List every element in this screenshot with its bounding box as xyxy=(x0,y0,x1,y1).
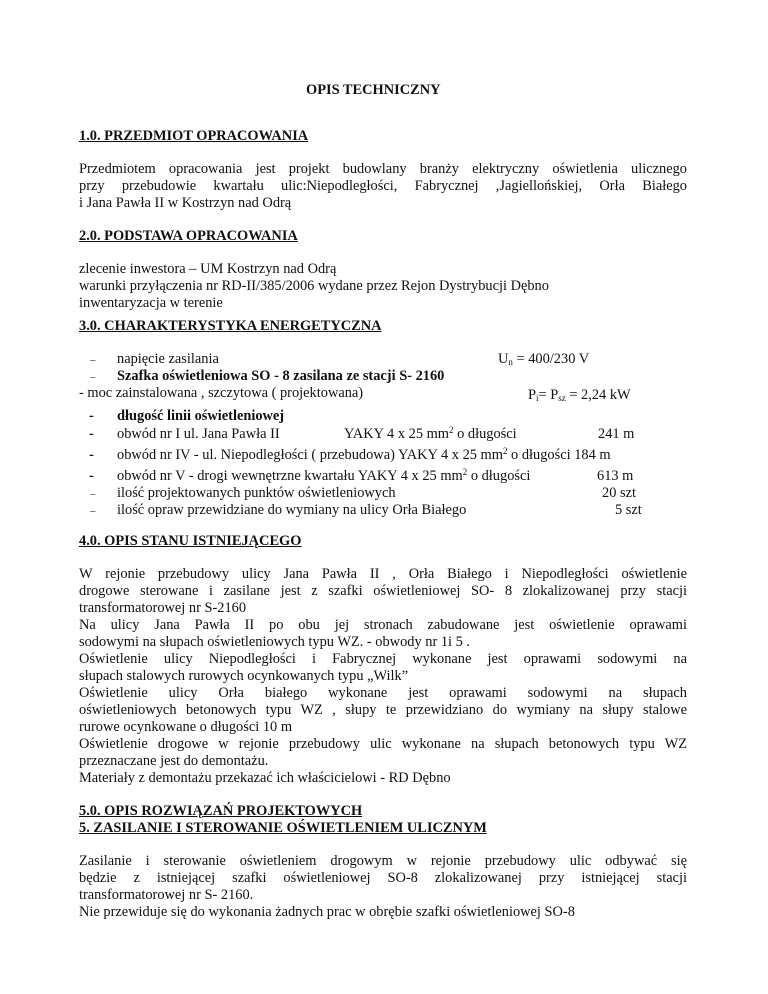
section-5-line-1: Zasilanie i sterowanie oświetleniem drogowym w rejonie przebudowy ulic odbywać się xyxy=(79,853,687,869)
bullet-hyphen: - xyxy=(89,447,94,463)
section-4-line: słupach stalowych rurowych ocynkowanych typu „Wilk” xyxy=(79,668,409,684)
bullet-hyphen: - xyxy=(89,426,94,442)
lighting-points-label: ilość projektowanych punktów oświetleniowych xyxy=(117,485,396,501)
section-4-line: oświetleniowych betonowych typu WZ , słupy te przewidziano do wymiany na słupy stalowe xyxy=(79,702,687,718)
section-1-line-1: Przedmiotem opracowania jest projekt budowlany branży elektryczny oświetlenia ulicznego xyxy=(79,161,687,177)
section-5-line-2: będzie z istniejącej szafki oświetleniowej SO-8 zlokalizowanej przy istniejącej stacji xyxy=(79,870,687,886)
line-length-heading: długość linii oświetleniowej xyxy=(117,408,285,424)
circuit-1-length: 241 m xyxy=(598,426,635,442)
section-1-line-3: i Jana Pawła II w Kostrzyn nad Odrą xyxy=(79,195,292,211)
section-2-line-2: warunki przyłączenia nr RD-II/385/2006 wydane przez Rejon Dystrybucji Dębno xyxy=(79,278,549,294)
section-4-line: Materiały z demontażu przekazać ich właścicielowi - RD Dębno xyxy=(79,770,451,786)
section-4-line: sodowymi na słupach oświetleniowych typu WZ. - obwody nr 1i 5 . xyxy=(79,634,471,650)
supply-voltage-label: napięcie zasilania xyxy=(117,351,219,367)
section-4-heading: 4.0. OPIS STANU ISTNIEJĄCEGO xyxy=(79,533,302,549)
section-2-heading: 2.0. PODSTAWA OPRACOWANIA xyxy=(79,228,298,244)
section-1-line-2: przy przebudowie kwartału ulic:Niepodległości, Fabrycznej ,Jagiellońskiej, Orła Białego xyxy=(79,178,687,194)
lighting-points-value: 20 szt xyxy=(602,485,636,501)
section-5-heading: 5.0. OPIS ROZWIĄZAŃ PROJEKTOWYCH xyxy=(79,803,363,819)
cabinet-supply-line: Szafka oświetleniowa SO - 8 zasilana ze stacji S- 2160 xyxy=(117,368,445,384)
section-4-line: Na ulicy Jana Pawła II po obu jej stronach zabudowane jest oświetlenie oprawami xyxy=(79,617,687,633)
section-5-line-4: Nie przewiduje się do wykonania żadnych prac w obrębie szafki oświetleniowej SO-8 xyxy=(79,904,575,920)
section-3-heading: 3.0. CHARAKTERYSTYKA ENERGETYCZNA xyxy=(79,318,382,334)
section-4-line: W rejonie przebudowy ulicy Jana Pawła II , Orła Białego i Niepodległości oświetlenie xyxy=(79,566,687,582)
bullet-dash: – xyxy=(90,488,96,500)
installed-power-value: $P_i= P_{sz} = 2,24$ kW xyxy=(528,387,631,403)
bullet-dash: – xyxy=(90,354,96,366)
document-title: OPIS TECHNICZNY xyxy=(306,82,441,98)
fixtures-replace-label: ilość opraw przewidziane do wymiany na ulicy Orła Białego xyxy=(117,502,467,518)
circuit-4-line: obwód nr IV - ul. Niepodległości ( przebudowa) YAKY 4 x 25 $mm^2$ o długości 184 m xyxy=(117,446,611,463)
section-4-line: rurowe ocynkowane o długości 10 m xyxy=(79,719,293,735)
section-4-line: Oświetlenie drogowe w rejonie przebudowy ulic wykonane na słupach betonowych typu WZ xyxy=(79,736,687,752)
circuit-5-line: obwód nr V - drogi wewnętrzne kwartału YAKY 4 x 25 $mm^2$ o długości xyxy=(117,467,531,484)
bullet-hyphen: - xyxy=(89,408,94,424)
section-5-subheading: 5. ZASILANIE I STEROWANIE OŚWIETLENIEM ULICZNYM xyxy=(79,820,487,836)
circuit-5-length: 613 m xyxy=(597,468,634,484)
bullet-hyphen: - xyxy=(89,468,94,484)
fixtures-replace-value: 5 szt xyxy=(615,502,642,518)
section-4-line: Oświetlenie ulicy Niepodległości i Fabrycznej wykonane jest oprawami sodowymi na xyxy=(79,651,687,667)
section-4-line: Oświetlenie ulicy Orła białego wykonane jest oprawami sodowymi na słupach xyxy=(79,685,687,701)
circuit-1-cable: YAKY 4 x 25 $mm^2$ o długości xyxy=(344,425,517,442)
bullet-dash: – xyxy=(90,371,96,383)
supply-voltage-value: $U_n = 400/230$ V xyxy=(498,351,590,367)
section-4-line: drogowe sterowane i zasilane jest z szafki oświetleniowej SO- 8 zlokalizowanej przy stacji xyxy=(79,583,687,599)
section-5-line-3: transformatorowej nr S- 2160. xyxy=(79,887,254,903)
section-4-line: transformatorowej nr S-2160 xyxy=(79,600,247,616)
section-4-line: przeznaczane jest do demontażu. xyxy=(79,753,269,769)
installed-power-label: - moc zainstalowana , szczytowa ( projektowana) xyxy=(79,385,364,401)
section-2-line-1: zlecenie inwestora – UM Kostrzyn nad Odrą xyxy=(79,261,337,277)
circuit-1-label: obwód nr I ul. Jana Pawła II xyxy=(117,426,280,442)
section-1-heading: 1.0. PRZEDMIOT OPRACOWANIA xyxy=(79,128,309,144)
section-2-line-3: inwentaryzacja w terenie xyxy=(79,295,223,311)
bullet-dash: – xyxy=(90,505,96,517)
